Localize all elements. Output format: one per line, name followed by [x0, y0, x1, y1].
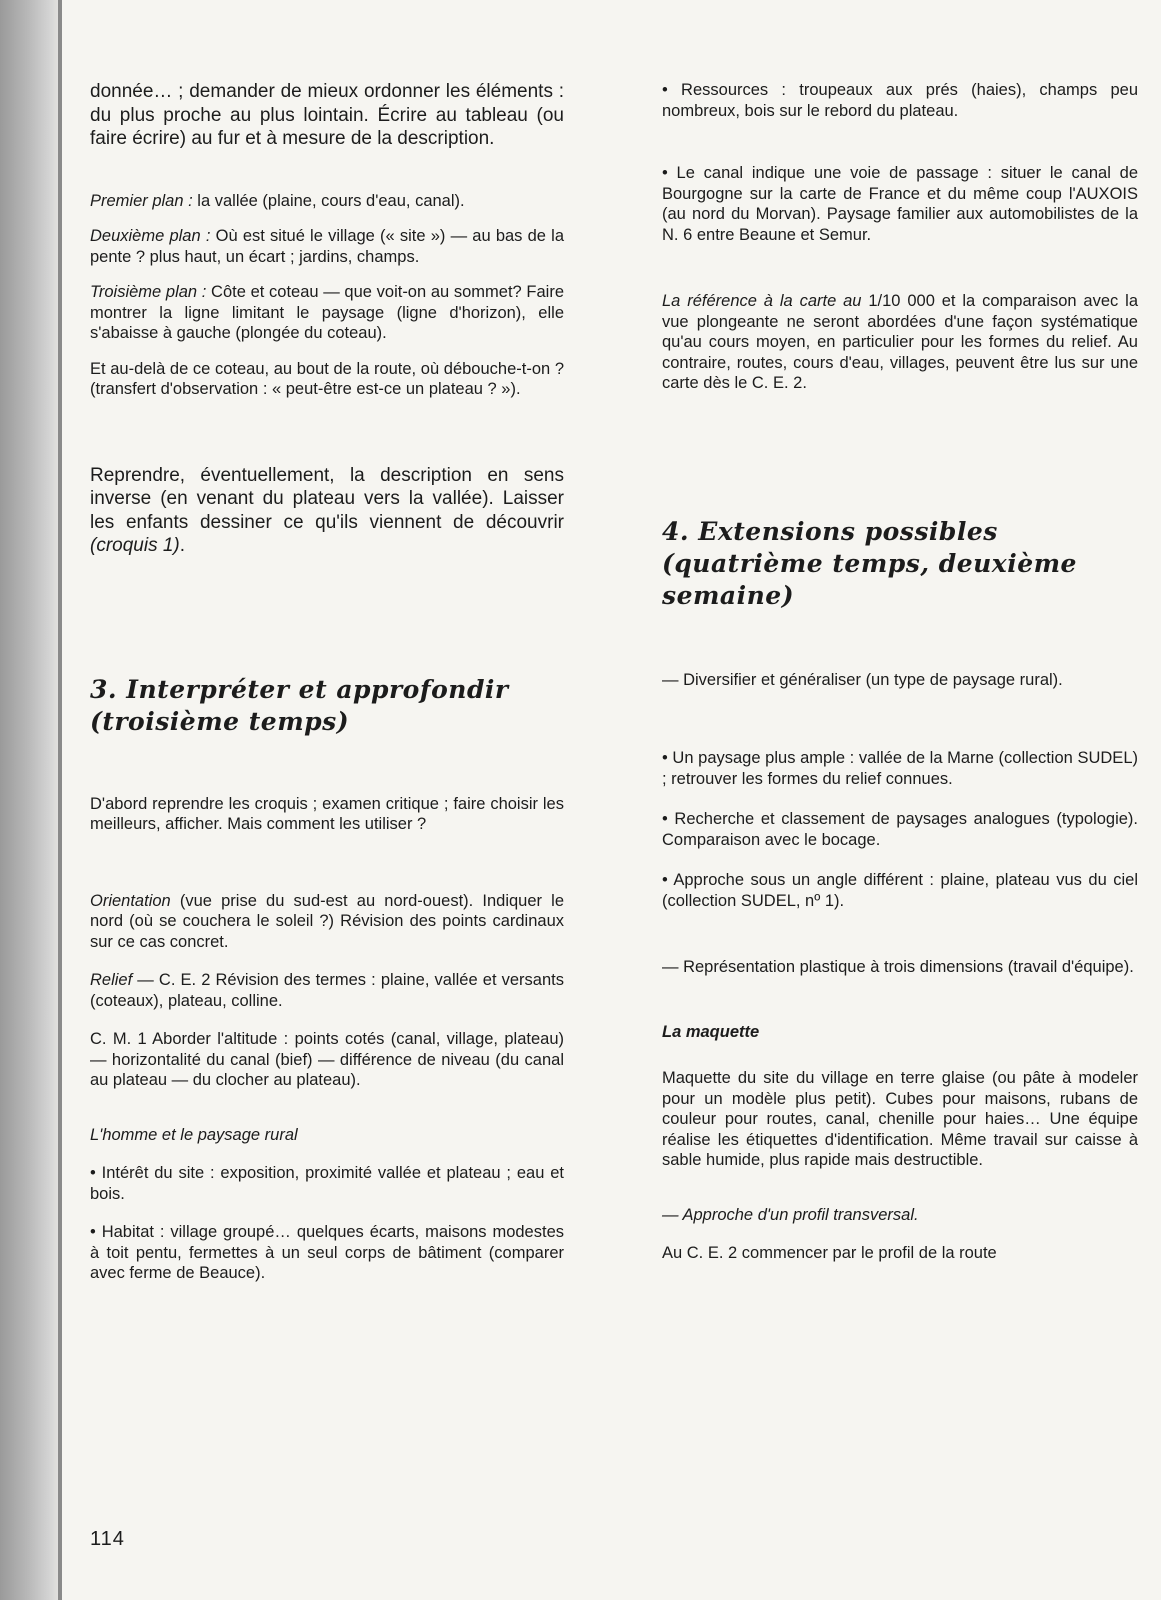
- profil-heading: — Approche d'un profil transversal.: [662, 1205, 919, 1224]
- relief-text: — C. E. 2 Révision des termes : plaine, vallée et versants (coteaux), plateau, colline.: [90, 971, 564, 1010]
- deuxieme-plan-label: Deuxième plan :: [90, 227, 211, 245]
- book-spine-shadow: [0, 0, 62, 1600]
- maquette-paragraph: Maquette du site du village en terre glaise (ou pâte à modeler pour un modèle plus petit). Cubes pour maisons, rubans de couleur pour routes, canal, chenille pour haies… Une équipe réalise les étiquettes d'identification. Même travail sur caisse à sable humide, plus rapide mais destructible.: [662, 1069, 1138, 1169]
- ce2-paragraph: Au C. E. 2 commencer par le profil de la route: [662, 1244, 997, 1262]
- book-spine-edge: [58, 0, 62, 1600]
- plastique-paragraph: — Représentation plastique à trois dimensions (travail d'équipe).: [662, 958, 1134, 976]
- reprendre-end: .: [179, 535, 186, 556]
- troisieme-plan-text: Côte et coteau — que voit-on au sommet? Faire montrer la ligne limitant le paysage (ligne d'horizon), elle s'abaisse à gauche (plongée du coteau).: [90, 283, 565, 342]
- diversifier-paragraph: — Diversifier et généraliser (un type de paysage rural).: [662, 670, 1063, 689]
- orientation-text: (vue prise du sud-est au nord-ouest). Indiquer le nord (où se couchera le soleil ?) Révision des points cardinaux sur ce cas concret.: [90, 891, 564, 951]
- recherche-bullet: • Recherche et classement de paysages analogues (typologie). Comparaison avec le bocage.: [662, 809, 1138, 850]
- troisieme-plan-paragraph: [90, 282, 564, 344]
- relief-label: Relief: [90, 971, 133, 989]
- habitat-bullet: • Habitat : village groupé… quelques écarts, maisons modestes à toit pentu, fermettes à un seul corps de bâtiment (comparer avec ferme de Beauce).: [90, 1222, 564, 1284]
- premier-plan-label: Premier plan :: [90, 191, 193, 210]
- reference-paragraph: [662, 291, 1138, 394]
- orientation-paragraph: [90, 891, 564, 953]
- deuxieme-plan-text: Où est situé le village (« site ») — au bas de la pente ? plus haut, un écart ; jardins, champs.: [90, 227, 564, 266]
- reprendre-paragraph: [90, 464, 564, 558]
- interet-bullet: • Intérêt du site : exposition, proximité vallée et plateau ; eau et bois.: [90, 1163, 564, 1204]
- homme-heading: L'homme et le paysage rural: [90, 1125, 298, 1144]
- relief-paragraph: [90, 970, 564, 1011]
- altitude-paragraph: C. M. 1 Aborder l'altitude : points cotés (canal, village, plateau) — horizontalité du canal (bief) — différence de niveau (du canal au plateau — du clocher au plateau).: [90, 1030, 564, 1089]
- section-4-heading: 4. Extensions possibles (quatrième temps, deuxième semaine): [662, 516, 1077, 610]
- canal-bullet: • Le canal indique une voie de passage : situer le canal de Bourgogne sur la carte de France et du même coup l'AUXOIS (au nord du Morvan). Paysage familier aux automobilistes de la N. 6 entre Beaune et Semur.: [662, 163, 1138, 245]
- reference-text: 1/10 000 et la comparaison avec la vue plongeante ne seront abordées d'une façon systématique qu'au cours moyen, en particulier pour les formes du relief. Au contraire, routes, cours d'eau, villages, peuvent être lus sur une carte dès le C. E. 2.: [662, 292, 1138, 392]
- right-column: [662, 70, 1138, 1264]
- croquis-ref: (croquis 1): [90, 535, 180, 556]
- approche-bullet: • Approche sous un angle différent : plaine, plateau vus du ciel (collection SUDEL, nº 1).: [662, 870, 1138, 911]
- ressources-bullet: • Ressources : troupeaux aux prés (haies), champs peu nombreux, bois sur le rebord du plateau.: [662, 80, 1138, 121]
- ample-bullet: • Un paysage plus ample : vallée de la Marne (collection SUDEL) ; retrouver les formes du relief connues.: [662, 748, 1138, 789]
- maquette-heading: La maquette: [662, 1022, 760, 1041]
- beyond-paragraph: Et au-delà de ce coteau, au bout de la route, où débouche-t-on ? (transfert d'observation : « peut-être est-ce un plateau ? »).: [90, 359, 564, 398]
- page-number: 114: [90, 1528, 125, 1550]
- reference-label: La référence à la carte au: [662, 292, 862, 310]
- reprendre-text: Reprendre, éventuellement, la description en sens inverse (en venant du plateau vers la vallée). Laisser les enfants dessiner ce qu'ils viennent de découvrir: [90, 464, 564, 533]
- section-3-heading: 3. Interpréter et approfondir (troisième temps): [90, 674, 509, 736]
- orientation-label: Orientation: [90, 891, 171, 910]
- troisieme-plan-label: Troisième plan :: [90, 283, 207, 301]
- intro-paragraph: donnée… ; demander de mieux ordonner les éléments : du plus proche au plus lointain. Écrire au tableau (ou faire écrire) au fur et à mesure de la description.: [90, 81, 564, 149]
- left-column: [90, 70, 564, 1284]
- premier-plan-text: la vallée (plaine, cours d'eau, canal).: [192, 191, 465, 210]
- croquis-paragraph: D'abord reprendre les croquis ; examen critique ; faire choisir les meilleurs, afficher. Mais comment les utiliser ?: [90, 794, 564, 833]
- premier-plan-paragraph: [90, 191, 564, 212]
- deuxieme-plan-paragraph: [90, 226, 564, 267]
